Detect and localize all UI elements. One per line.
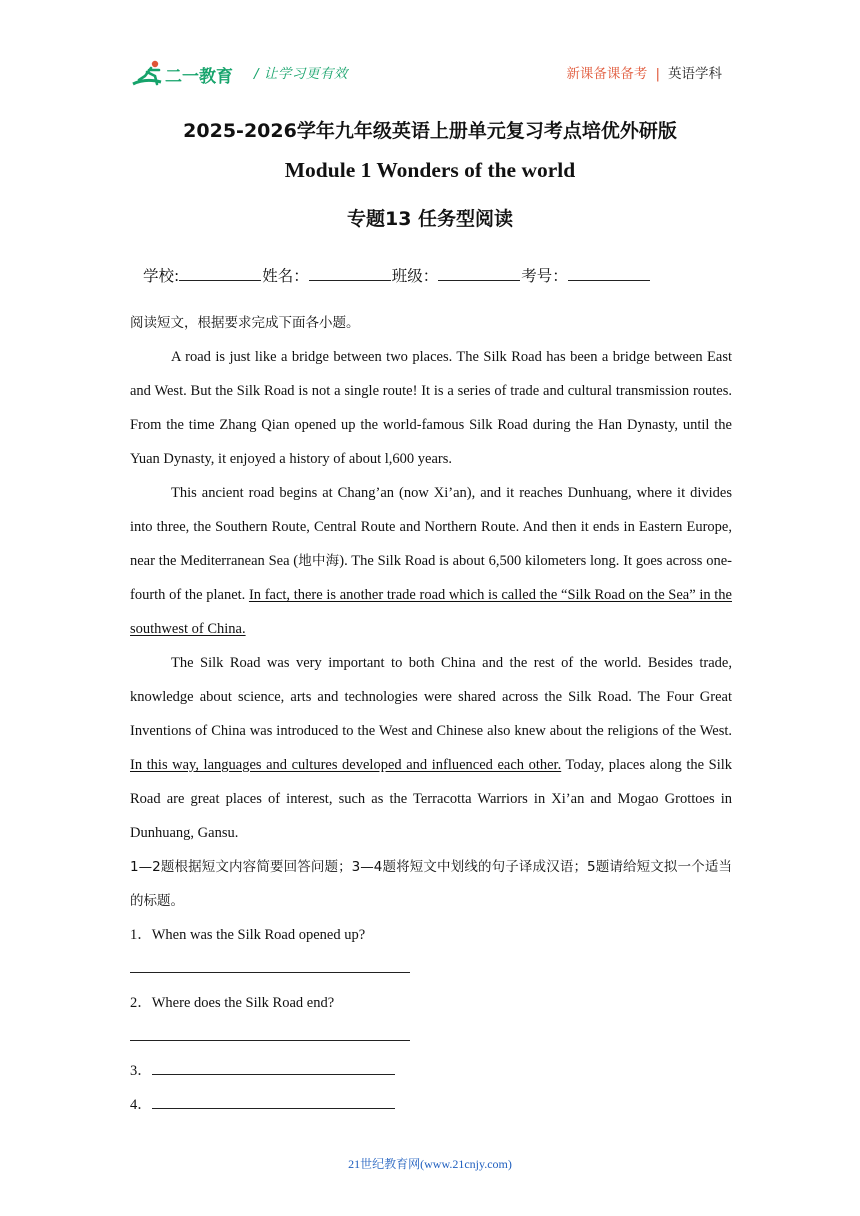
logo-text: 二一教育 <box>165 67 233 87</box>
p2-chinese: 地中海 <box>298 553 340 569</box>
name-blank[interactable] <box>309 266 391 281</box>
exam-no-label: 考号： <box>521 267 568 285</box>
question-1: 1．When was the Silk Road opened up? <box>130 927 366 943</box>
school-label: 学校: <box>143 267 180 285</box>
question-2-answer-space <box>130 1020 732 1054</box>
passage-paragraph-1: A road is just like a bridge between two places. The Silk Road has been a bridge between East and West. But the Silk Road is not a single route! It is a series of trade and cultural transmission routes. From the time Zhang Qian opened up the world-famous Silk Road during the Han Dynasty, until the Yuan Dynasty, it enjoyed a history of about l,600 years. <box>130 349 732 467</box>
task-instruction: 1—2题根据短文内容简要回答问题；3—4题将短文中划线的句子译成汉语；5题请给短文拟一个适当的标题。 <box>130 859 732 909</box>
header-course-label: 新课备课备考 <box>566 66 648 82</box>
answer-line-4[interactable] <box>152 1108 395 1109</box>
class-blank[interactable] <box>438 266 520 281</box>
underlined-sentence-1: In fact, there is another trade road which is called the “Silk Road on the Sea” in the southwest of China. <box>130 587 732 637</box>
name-label: 姓名： <box>262 267 309 285</box>
p3-text-b: Today, places along the Silk Road are great places of interest, such as the Terracotta Warriors in Xi’an and Mogao Grottoes in Dunhuang, Gansu. <box>130 757 732 841</box>
question-4: 4． <box>130 1097 152 1113</box>
page-footer: 21世纪教育网(www.21cnjy.com) <box>348 1157 512 1171</box>
question-3: 3． <box>130 1063 152 1079</box>
doc-title: 2025-2026学年九年级英语上册单元复习考点培优外研版 <box>183 120 677 142</box>
document-body <box>130 306 732 1122</box>
underlined-sentence-2: In this way, languages and cultures developed and influenced each other. <box>130 757 562 773</box>
page-header <box>0 0 860 100</box>
exam-no-blank[interactable] <box>568 266 650 281</box>
p3-text-a: The Silk Road was very important to both China and the rest of the world. Besides trade, knowledge about science, arts and technologies were shared across the Silk Road. The Four Great Inventions of China was introduced to the West and Chinese also knew about the religions of the West. <box>130 655 732 739</box>
header-subject-label: 英语学科 <box>668 66 722 82</box>
p2-text-b: ). The Silk Road is about 6,500 kilometers long. It goes across one-fourth of the planet. <box>130 553 733 603</box>
passage-paragraph-2 <box>130 476 732 646</box>
class-label: 班级： <box>391 267 439 285</box>
module-title: Module 1 Wonders of the world <box>284 158 576 182</box>
header-subject <box>566 62 722 82</box>
answer-line-2[interactable] <box>130 1040 410 1041</box>
instruction: 阅读短文，根据要求完成下面各小题。 <box>130 315 360 331</box>
p2-text-a: This ancient road begins at Chang’an (now Xi’an), and it reaches Dunhuang, where it divides into three, the Southern Route, Central Route and Northern Route. And then it ends in Eastern Europe, near the Mediterranean Sea ( <box>130 485 732 569</box>
answer-line-3[interactable] <box>152 1074 395 1075</box>
student-info <box>143 264 651 286</box>
logo <box>131 58 243 90</box>
answer-line-1[interactable] <box>130 972 410 973</box>
header-slogan: / 让学习更有效 <box>254 66 348 82</box>
topic-title: 专题13 任务型阅读 <box>346 208 514 230</box>
passage-paragraph-3 <box>130 646 732 850</box>
header-separator: | <box>655 66 660 82</box>
school-blank[interactable] <box>179 266 261 281</box>
question-2: 2．Where does the Silk Road end? <box>130 995 335 1011</box>
question-1-answer-space <box>130 952 732 986</box>
